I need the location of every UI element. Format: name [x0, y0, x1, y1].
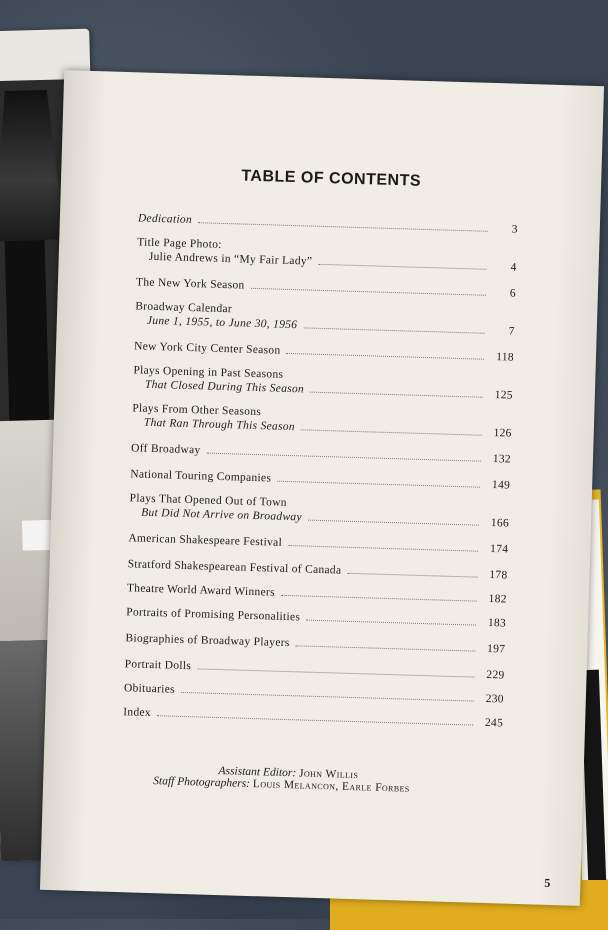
toc-entry — [131, 442, 511, 467]
photo-lamp-body — [5, 240, 50, 421]
photographers-label: Staff Photographers: — [153, 775, 251, 790]
toc-page-number: 183 — [487, 616, 507, 630]
toc-entry-line — [127, 582, 507, 607]
toc-entry-title: Biographies of Broadway Players — [125, 632, 290, 650]
toc-entry-line — [128, 532, 508, 557]
page-title: TABLE OF CONTENTS — [241, 167, 422, 190]
toc-entry — [129, 492, 510, 531]
toc-page-number: 3 — [511, 223, 518, 236]
toc-entry-title: Theatre World Award Winners — [126, 582, 276, 599]
toc-leader-dots — [181, 691, 474, 702]
credits — [153, 763, 494, 797]
toc-page-number: 7 — [508, 325, 515, 338]
toc-page-number: 245 — [484, 716, 504, 730]
toc-entry-line — [124, 682, 504, 707]
toc-entry-title: June 1, 1955, to June 30, 1956 — [146, 314, 298, 332]
toc-entry — [124, 658, 504, 683]
toc-leader-dots — [295, 644, 475, 651]
toc-page-number: 182 — [488, 592, 507, 606]
page-number: 5 — [544, 875, 551, 890]
toc-list — [123, 212, 518, 731]
toc-entry-title: National Touring Companies — [130, 468, 272, 485]
toc-entry — [135, 300, 516, 339]
toc-entry-line — [136, 276, 516, 301]
toc-page-number: 132 — [492, 453, 512, 466]
toc-entry-line — [138, 212, 518, 237]
toc-entry — [126, 606, 506, 631]
toc-entry-line — [126, 606, 506, 631]
photo-lamp-shade — [0, 89, 65, 241]
toc-entry-title: Plays Opening in Past Seasons — [133, 364, 284, 381]
toc-entry — [137, 236, 518, 275]
toc-entry-title: American Shakespeare Festival — [128, 532, 283, 549]
toc-entry-title: That Ran Through This Season — [143, 416, 296, 434]
toc-page-number: 4 — [510, 261, 517, 274]
assistant-name: John Willis — [298, 767, 359, 782]
toc-entry-title: Obituaries — [123, 682, 176, 696]
toc-leader-dots — [303, 326, 484, 333]
toc-entry-line — [130, 468, 510, 493]
toc-entry — [134, 340, 514, 365]
toc-entry — [132, 402, 513, 441]
toc-page-number: 126 — [493, 427, 512, 440]
toc-leader-dots — [308, 519, 479, 526]
toc-leader-dots — [206, 452, 480, 462]
toc-page-number: 149 — [491, 479, 511, 492]
toc-entry-title: That Closed During This Season — [144, 378, 305, 396]
toc-leader-dots — [347, 572, 477, 578]
toc-leader-dots — [286, 352, 484, 360]
toc-page-number: 118 — [496, 351, 515, 364]
toc-leader-dots — [281, 594, 477, 602]
toc-entry-title: Off Broadway — [130, 442, 201, 457]
toc-entry-title: Julie Andrews in “My Fair Lady” — [148, 250, 313, 268]
toc-page-number: 174 — [489, 543, 509, 556]
contents-page — [40, 70, 604, 906]
toc-entry-title: Portrait Dolls — [124, 658, 192, 673]
assistant-label: Assistant Editor: — [218, 765, 297, 780]
toc-entry-title: Plays From Other Seasons — [132, 402, 262, 419]
toc-entry-line — [127, 558, 507, 583]
toc-page-number: 178 — [489, 569, 508, 582]
toc-leader-dots — [198, 221, 488, 232]
toc-leader-dots — [318, 263, 486, 270]
toc-entry — [138, 212, 518, 237]
toc-page-number: 230 — [485, 692, 504, 706]
toc-entry — [133, 364, 514, 403]
toc-entry-title: New York City Center Season — [133, 340, 281, 357]
toc-entry-title: Dedication — [137, 212, 193, 227]
toc-entry-line — [123, 706, 503, 731]
toc-entry-line — [124, 658, 504, 683]
toc-leader-dots — [197, 667, 474, 677]
toc-entry — [136, 276, 516, 301]
toc-entry-title: Plays That Opened Out of Town — [129, 492, 287, 509]
toc-entry-line — [125, 632, 505, 657]
toc-page-number: 197 — [486, 642, 506, 656]
toc-entry-line — [134, 340, 514, 365]
toc-entry — [124, 682, 504, 707]
toc-entry — [127, 582, 507, 607]
toc-page-number: 6 — [509, 287, 517, 300]
toc-entry — [127, 558, 507, 583]
toc-page-number: 166 — [490, 517, 510, 530]
toc-entry-title: Title Page Photo: — [137, 236, 222, 251]
toc-entry-title: The New York Season — [135, 276, 245, 292]
toc-leader-dots — [157, 714, 473, 725]
toc-entry-title: Broadway Calendar — [135, 300, 233, 316]
toc-entry — [128, 532, 508, 557]
toc-page-number: 229 — [486, 668, 505, 682]
toc-leader-dots — [306, 619, 476, 626]
toc-entry — [125, 632, 505, 657]
toc-entry — [130, 468, 510, 493]
photographers-names: Louis Melancon, Earle Forbes — [252, 778, 410, 795]
toc-page-number: 125 — [494, 389, 514, 402]
toc-entry-title: But Did Not Arrive on Broadway — [141, 506, 303, 524]
toc-leader-dots — [310, 391, 483, 398]
toc-entry-title: Index — [123, 706, 152, 720]
toc-leader-dots — [301, 428, 482, 435]
toc-leader-dots — [250, 287, 485, 296]
toc-entry-title: Stratford Shakespearean Festival of Canada — [127, 558, 342, 577]
toc-entry — [123, 706, 503, 731]
toc-leader-dots — [277, 480, 480, 488]
toc-leader-dots — [288, 544, 478, 552]
toc-entry-title: Portraits of Promising Personalities — [126, 606, 301, 624]
toc-entry-line — [131, 442, 511, 467]
